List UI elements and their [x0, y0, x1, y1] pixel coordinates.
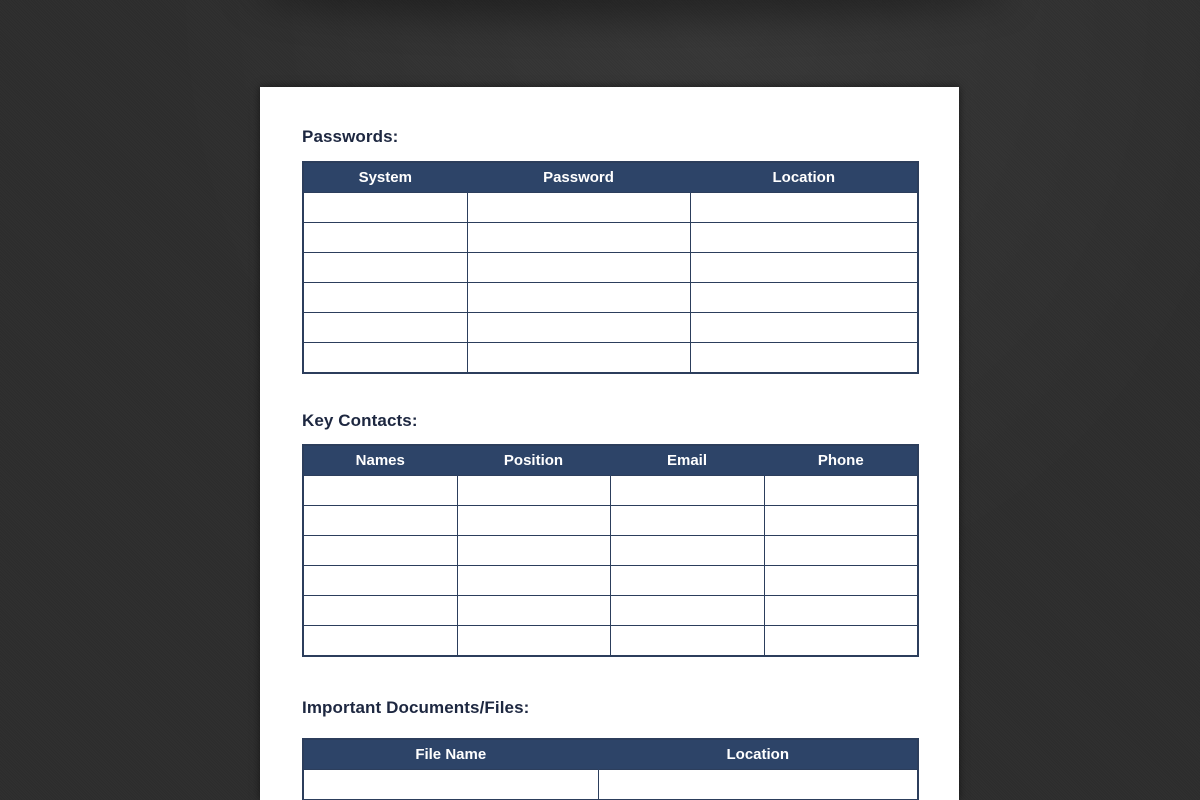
- table-cell[interactable]: [457, 506, 610, 536]
- key-contacts-header-email: Email: [610, 445, 764, 476]
- table-cell[interactable]: [467, 253, 690, 283]
- table-row: [303, 223, 918, 253]
- documents-header-location: Location: [598, 739, 918, 770]
- table-row: [303, 253, 918, 283]
- table-cell[interactable]: [610, 506, 764, 536]
- table-row: [303, 770, 918, 800]
- table-cell[interactable]: [764, 506, 918, 536]
- table-cell[interactable]: [303, 626, 457, 657]
- table-cell[interactable]: [457, 626, 610, 657]
- table-cell[interactable]: [764, 566, 918, 596]
- table-cell[interactable]: [610, 626, 764, 657]
- key-contacts-header-names: Names: [303, 445, 457, 476]
- table-row: [303, 536, 918, 566]
- table-cell[interactable]: [690, 313, 918, 343]
- table-cell[interactable]: [303, 566, 457, 596]
- table-cell[interactable]: [598, 770, 918, 800]
- table-cell[interactable]: [467, 313, 690, 343]
- table-cell[interactable]: [303, 283, 467, 313]
- table-cell[interactable]: [764, 536, 918, 566]
- table-cell[interactable]: [467, 343, 690, 374]
- document-page: [260, 87, 959, 800]
- passwords-header-location: Location: [690, 162, 918, 193]
- table-row: [303, 313, 918, 343]
- key-contacts-table: [302, 444, 919, 657]
- table-cell[interactable]: [467, 193, 690, 223]
- table-cell[interactable]: [303, 223, 467, 253]
- table-cell[interactable]: [303, 313, 467, 343]
- table-cell[interactable]: [303, 343, 467, 374]
- table-cell[interactable]: [303, 476, 457, 506]
- table-cell[interactable]: [457, 596, 610, 626]
- table-cell[interactable]: [457, 566, 610, 596]
- table-cell[interactable]: [764, 596, 918, 626]
- table-cell[interactable]: [610, 536, 764, 566]
- table-cell[interactable]: [457, 476, 610, 506]
- passwords-table: [302, 161, 919, 374]
- background-shadow: [250, 0, 1010, 20]
- passwords-header-password: Password: [467, 162, 690, 193]
- documents-title: Important Documents/Files:: [302, 698, 530, 717]
- table-cell[interactable]: [690, 253, 918, 283]
- key-contacts-title: Key Contacts:: [302, 411, 418, 430]
- table-cell[interactable]: [303, 193, 467, 223]
- table-cell[interactable]: [690, 343, 918, 374]
- table-cell[interactable]: [690, 193, 918, 223]
- table-cell[interactable]: [467, 283, 690, 313]
- table-row: [303, 476, 918, 506]
- table-cell[interactable]: [303, 536, 457, 566]
- documents-table: [302, 738, 919, 800]
- table-cell[interactable]: [467, 223, 690, 253]
- table-cell[interactable]: [764, 626, 918, 657]
- table-cell[interactable]: [610, 476, 764, 506]
- documents-header-row: [303, 739, 918, 770]
- table-cell[interactable]: [610, 566, 764, 596]
- passwords-title: Passwords:: [302, 127, 399, 146]
- passwords-header-row: [303, 162, 918, 193]
- documents-header-file-name: File Name: [303, 739, 598, 770]
- key-contacts-header-position: Position: [457, 445, 610, 476]
- table-cell[interactable]: [303, 506, 457, 536]
- table-row: [303, 193, 918, 223]
- table-row: [303, 596, 918, 626]
- table-row: [303, 343, 918, 374]
- key-contacts-header-phone: Phone: [764, 445, 918, 476]
- table-cell[interactable]: [303, 770, 598, 800]
- table-row: [303, 506, 918, 536]
- table-cell[interactable]: [303, 596, 457, 626]
- table-cell[interactable]: [457, 536, 610, 566]
- table-row: [303, 626, 918, 657]
- key-contacts-header-row: [303, 445, 918, 476]
- passwords-header-system: System: [303, 162, 467, 193]
- table-cell[interactable]: [690, 223, 918, 253]
- table-cell[interactable]: [610, 596, 764, 626]
- table-cell[interactable]: [303, 253, 467, 283]
- table-cell[interactable]: [690, 283, 918, 313]
- table-cell[interactable]: [764, 476, 918, 506]
- table-row: [303, 283, 918, 313]
- table-row: [303, 566, 918, 596]
